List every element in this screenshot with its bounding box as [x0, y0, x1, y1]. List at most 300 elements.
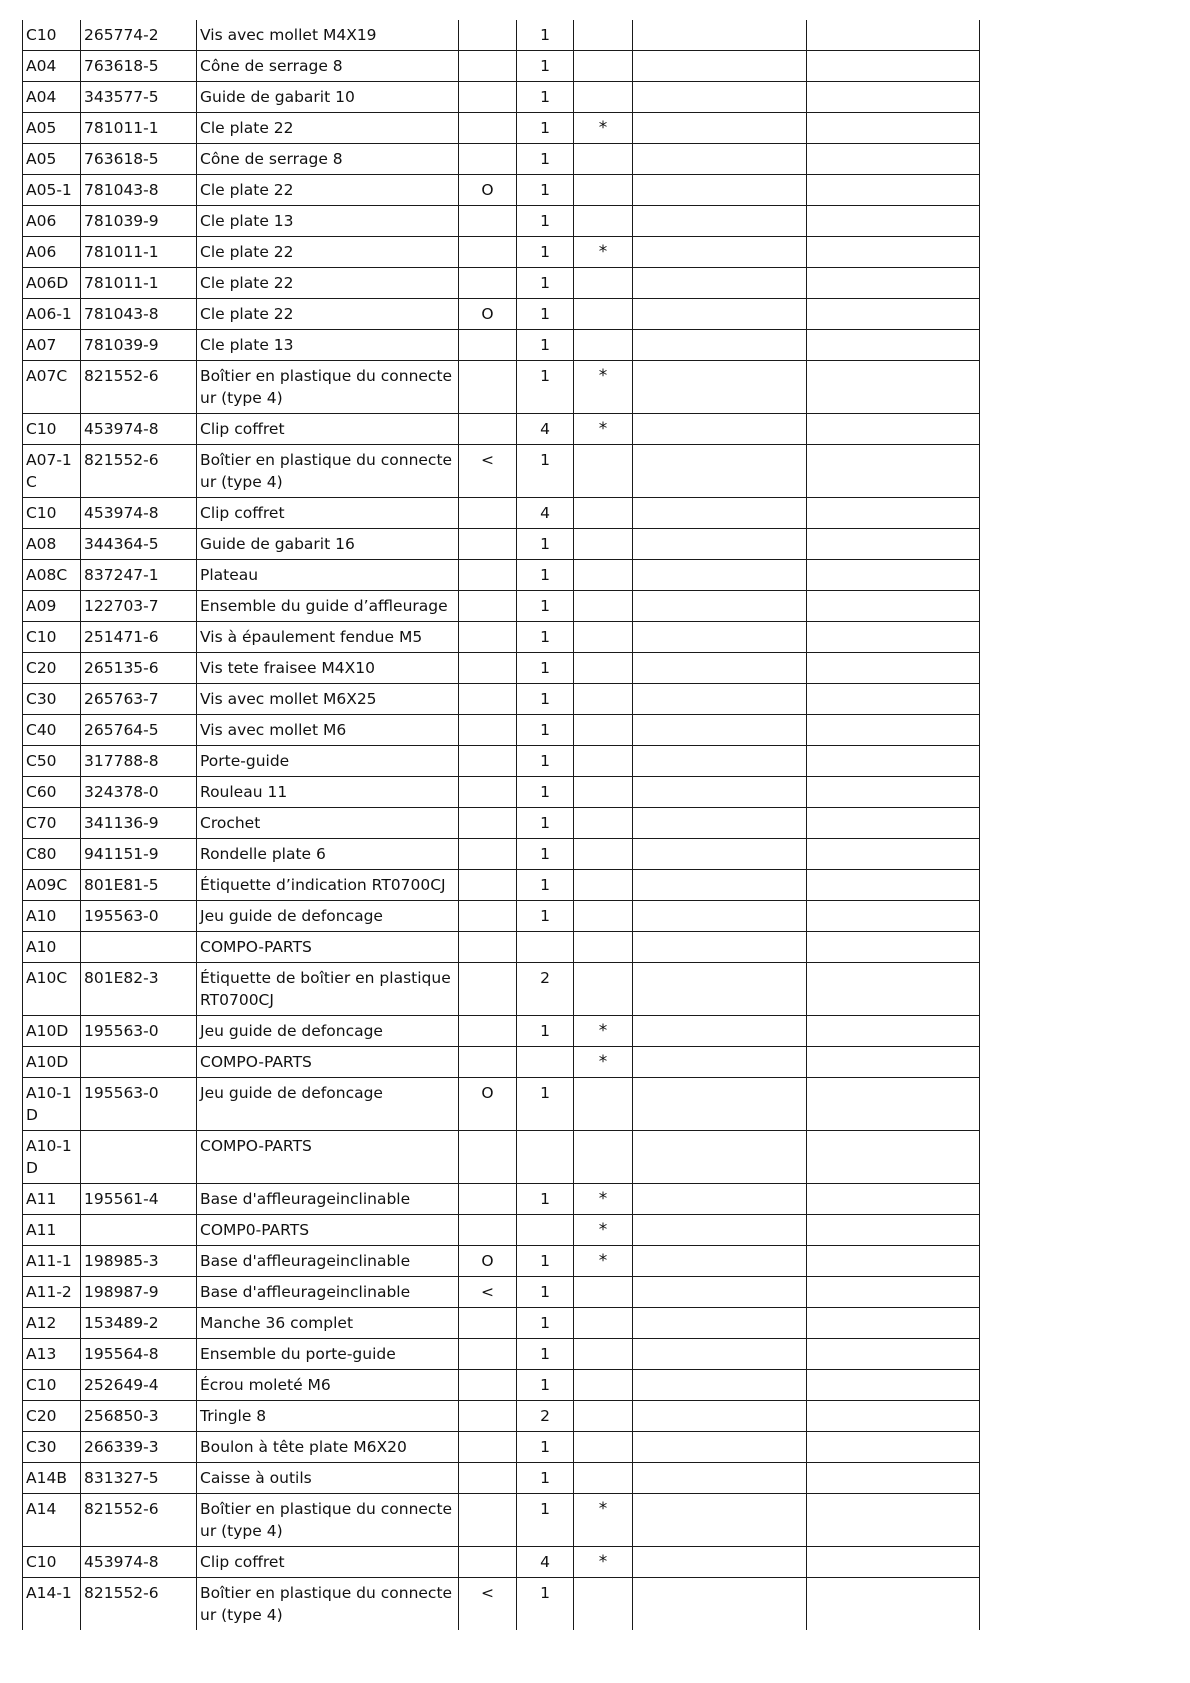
part-number-cell: 941151-9 — [81, 839, 197, 870]
item-cell: C30 — [23, 1432, 81, 1463]
mark-cell — [459, 498, 517, 529]
mark-cell — [459, 1184, 517, 1215]
quantity-cell: 1 — [517, 206, 574, 237]
quantity-cell: 1 — [517, 529, 574, 560]
mark-cell — [459, 1047, 517, 1078]
item-cell: A09 — [23, 591, 81, 622]
item-cell: A06-1 — [23, 299, 81, 330]
blank-cell — [807, 529, 980, 560]
mark-cell — [459, 746, 517, 777]
table-row — [23, 1016, 980, 1047]
description-cell: Base d'affleurageinclinable — [197, 1184, 459, 1215]
table-row — [23, 777, 980, 808]
quantity-cell: 1 — [517, 237, 574, 268]
quantity-cell: 1 — [517, 746, 574, 777]
blank-cell — [807, 746, 980, 777]
part-number-cell: 781043-8 — [81, 299, 197, 330]
mark-cell: < — [459, 1277, 517, 1308]
item-cell: A07-1C — [23, 445, 81, 498]
blank-cell — [807, 839, 980, 870]
blank-cell — [633, 1308, 807, 1339]
part-number-cell: 781043-8 — [81, 175, 197, 206]
description-cell: Cône de serrage 8 — [197, 51, 459, 82]
item-cell: C10 — [23, 20, 81, 51]
item-cell: A10 — [23, 901, 81, 932]
item-cell: C10 — [23, 414, 81, 445]
blank-cell — [807, 175, 980, 206]
table-row — [23, 237, 980, 268]
mark-cell: O — [459, 299, 517, 330]
flag-cell — [574, 746, 633, 777]
part-number-cell: 251471-6 — [81, 622, 197, 653]
blank-cell — [633, 1215, 807, 1246]
description-cell: Rondelle plate 6 — [197, 839, 459, 870]
blank-cell — [807, 445, 980, 498]
mark-cell: O — [459, 175, 517, 206]
part-number-cell: 781039-9 — [81, 206, 197, 237]
description-cell: Boîtier en plastique du connecteur (type 4) — [197, 361, 459, 414]
flag-cell — [574, 591, 633, 622]
item-cell: A14 — [23, 1494, 81, 1547]
part-number-cell: 265774-2 — [81, 20, 197, 51]
description-cell: Cle plate 22 — [197, 268, 459, 299]
table-row — [23, 653, 980, 684]
flag-cell — [574, 144, 633, 175]
description-cell: Boîtier en plastique du connecteur (type 4) — [197, 445, 459, 498]
blank-cell — [807, 1277, 980, 1308]
item-cell: A12 — [23, 1308, 81, 1339]
flag-cell — [574, 268, 633, 299]
part-number-cell: 837247-1 — [81, 560, 197, 591]
description-cell: Guide de gabarit 10 — [197, 82, 459, 113]
blank-cell — [807, 1016, 980, 1047]
item-cell: C20 — [23, 1401, 81, 1432]
flag-cell — [574, 777, 633, 808]
quantity-cell: 2 — [517, 1401, 574, 1432]
part-number-cell: 195563-0 — [81, 1078, 197, 1131]
mark-cell: < — [459, 1578, 517, 1631]
mark-cell — [459, 777, 517, 808]
flag-cell — [574, 299, 633, 330]
description-cell: Vis avec mollet M6 — [197, 715, 459, 746]
blank-cell — [807, 901, 980, 932]
blank-cell — [633, 1463, 807, 1494]
quantity-cell: 1 — [517, 1370, 574, 1401]
quantity-cell: 1 — [517, 808, 574, 839]
table-row — [23, 870, 980, 901]
part-number-cell: 763618-5 — [81, 51, 197, 82]
quantity-cell: 1 — [517, 653, 574, 684]
flag-cell — [574, 498, 633, 529]
blank-cell — [633, 51, 807, 82]
flag-cell — [574, 206, 633, 237]
blank-cell — [633, 808, 807, 839]
flag-cell: * — [574, 1547, 633, 1578]
description-cell: Crochet — [197, 808, 459, 839]
mark-cell — [459, 1547, 517, 1578]
flag-cell: * — [574, 1016, 633, 1047]
blank-cell — [807, 622, 980, 653]
table-row — [23, 1078, 980, 1131]
description-cell: Clip coffret — [197, 414, 459, 445]
table-row — [23, 1370, 980, 1401]
part-number-cell: 256850-3 — [81, 1401, 197, 1432]
blank-cell — [633, 498, 807, 529]
flag-cell: * — [574, 113, 633, 144]
quantity-cell: 1 — [517, 1339, 574, 1370]
blank-cell — [807, 932, 980, 963]
mark-cell — [459, 560, 517, 591]
quantity-cell — [517, 932, 574, 963]
table-row — [23, 1339, 980, 1370]
flag-cell: * — [574, 1184, 633, 1215]
flag-cell — [574, 51, 633, 82]
quantity-cell: 1 — [517, 20, 574, 51]
blank-cell — [633, 361, 807, 414]
blank-cell — [807, 684, 980, 715]
mark-cell — [459, 51, 517, 82]
item-cell: C10 — [23, 1547, 81, 1578]
table-row — [23, 901, 980, 932]
table-row — [23, 113, 980, 144]
quantity-cell: 1 — [517, 299, 574, 330]
blank-cell — [633, 1047, 807, 1078]
blank-cell — [807, 414, 980, 445]
quantity-cell: 4 — [517, 414, 574, 445]
flag-cell: * — [574, 1494, 633, 1547]
mark-cell: O — [459, 1246, 517, 1277]
description-cell: Boîtier en plastique du connecteur (type 4) — [197, 1494, 459, 1547]
part-number-cell: 317788-8 — [81, 746, 197, 777]
blank-cell — [807, 20, 980, 51]
mark-cell — [459, 268, 517, 299]
blank-cell — [633, 113, 807, 144]
mark-cell — [459, 361, 517, 414]
quantity-cell — [517, 1131, 574, 1184]
mark-cell — [459, 1494, 517, 1547]
part-number-cell: 763618-5 — [81, 144, 197, 175]
blank-cell — [633, 1494, 807, 1547]
part-number-cell: 781039-9 — [81, 330, 197, 361]
blank-cell — [807, 560, 980, 591]
table-row — [23, 1547, 980, 1578]
blank-cell — [633, 20, 807, 51]
part-number-cell: 801E81-5 — [81, 870, 197, 901]
description-cell: COMPO-PARTS — [197, 1131, 459, 1184]
quantity-cell: 1 — [517, 1494, 574, 1547]
blank-cell — [807, 206, 980, 237]
mark-cell — [459, 1432, 517, 1463]
item-cell: A10C — [23, 963, 81, 1016]
flag-cell — [574, 175, 633, 206]
part-number-cell — [81, 1131, 197, 1184]
blank-cell — [807, 870, 980, 901]
part-number-cell: 195564-8 — [81, 1339, 197, 1370]
part-number-cell: 453974-8 — [81, 1547, 197, 1578]
mark-cell — [459, 839, 517, 870]
flag-cell — [574, 963, 633, 1016]
part-number-cell: 821552-6 — [81, 1578, 197, 1631]
description-cell: Cle plate 22 — [197, 113, 459, 144]
item-cell: C30 — [23, 684, 81, 715]
part-number-cell: 265135-6 — [81, 653, 197, 684]
table-row — [23, 1184, 980, 1215]
quantity-cell: 1 — [517, 591, 574, 622]
part-number-cell: 453974-8 — [81, 498, 197, 529]
blank-cell — [807, 1463, 980, 1494]
parts-table-body — [23, 20, 980, 1630]
part-number-cell: 122703-7 — [81, 591, 197, 622]
description-cell: Cle plate 13 — [197, 330, 459, 361]
blank-cell — [807, 1047, 980, 1078]
part-number-cell: 801E82-3 — [81, 963, 197, 1016]
flag-cell: * — [574, 1047, 633, 1078]
part-number-cell: 198987-9 — [81, 1277, 197, 1308]
quantity-cell: 4 — [517, 1547, 574, 1578]
table-row — [23, 175, 980, 206]
mark-cell — [459, 1016, 517, 1047]
blank-cell — [807, 1184, 980, 1215]
item-cell: A09C — [23, 870, 81, 901]
part-number-cell: 265763-7 — [81, 684, 197, 715]
mark-cell — [459, 113, 517, 144]
part-number-cell: 153489-2 — [81, 1308, 197, 1339]
mark-cell — [459, 715, 517, 746]
blank-cell — [633, 1401, 807, 1432]
blank-cell — [633, 529, 807, 560]
blank-cell — [633, 1432, 807, 1463]
quantity-cell: 1 — [517, 268, 574, 299]
blank-cell — [633, 901, 807, 932]
blank-cell — [807, 299, 980, 330]
table-row — [23, 206, 980, 237]
quantity-cell: 1 — [517, 560, 574, 591]
table-row — [23, 560, 980, 591]
blank-cell — [807, 113, 980, 144]
item-cell: A05 — [23, 144, 81, 175]
item-cell: A06 — [23, 206, 81, 237]
table-row — [23, 715, 980, 746]
description-cell: Caisse à outils — [197, 1463, 459, 1494]
item-cell: C10 — [23, 1370, 81, 1401]
item-cell: A06D — [23, 268, 81, 299]
quantity-cell — [517, 1215, 574, 1246]
part-number-cell — [81, 932, 197, 963]
quantity-cell: 1 — [517, 82, 574, 113]
part-number-cell: 453974-8 — [81, 414, 197, 445]
mark-cell — [459, 1401, 517, 1432]
quantity-cell: 4 — [517, 498, 574, 529]
flag-cell: * — [574, 414, 633, 445]
item-cell: C10 — [23, 622, 81, 653]
part-number-cell: 821552-6 — [81, 361, 197, 414]
mark-cell — [459, 82, 517, 113]
blank-cell — [807, 1131, 980, 1184]
flag-cell: * — [574, 1246, 633, 1277]
item-cell: A04 — [23, 51, 81, 82]
blank-cell — [633, 715, 807, 746]
flag-cell — [574, 529, 633, 560]
description-cell: Tringle 8 — [197, 1401, 459, 1432]
quantity-cell: 1 — [517, 684, 574, 715]
item-cell: A10 — [23, 932, 81, 963]
description-cell: Cle plate 13 — [197, 206, 459, 237]
blank-cell — [807, 361, 980, 414]
part-number-cell — [81, 1047, 197, 1078]
blank-cell — [633, 932, 807, 963]
description-cell: Cle plate 22 — [197, 237, 459, 268]
quantity-cell: 1 — [517, 839, 574, 870]
description-cell: Étiquette de boîtier en plastique RT0700CJ — [197, 963, 459, 1016]
mark-cell — [459, 653, 517, 684]
blank-cell — [807, 1370, 980, 1401]
blank-cell — [633, 684, 807, 715]
quantity-cell: 1 — [517, 1463, 574, 1494]
table-row — [23, 1432, 980, 1463]
description-cell: Boîtier en plastique du connecteur (type 4) — [197, 1578, 459, 1631]
description-cell: Base d'affleurageinclinable — [197, 1277, 459, 1308]
quantity-cell: 1 — [517, 1016, 574, 1047]
item-cell: A05-1 — [23, 175, 81, 206]
blank-cell — [633, 1246, 807, 1277]
item-cell: A10-1D — [23, 1078, 81, 1131]
flag-cell — [574, 1463, 633, 1494]
quantity-cell: 1 — [517, 113, 574, 144]
item-cell: A05 — [23, 113, 81, 144]
description-cell: Manche 36 complet — [197, 1308, 459, 1339]
mark-cell — [459, 1131, 517, 1184]
flag-cell — [574, 1578, 633, 1631]
item-cell: C40 — [23, 715, 81, 746]
blank-cell — [633, 414, 807, 445]
flag-cell — [574, 622, 633, 653]
part-number-cell: 341136-9 — [81, 808, 197, 839]
flag-cell — [574, 1401, 633, 1432]
item-cell: A11-1 — [23, 1246, 81, 1277]
table-row — [23, 1308, 980, 1339]
flag-cell — [574, 1277, 633, 1308]
table-row — [23, 414, 980, 445]
table-row — [23, 1578, 980, 1631]
mark-cell — [459, 20, 517, 51]
table-row — [23, 445, 980, 498]
blank-cell — [633, 1370, 807, 1401]
mark-cell — [459, 932, 517, 963]
blank-cell — [633, 299, 807, 330]
blank-cell — [633, 1131, 807, 1184]
flag-cell — [574, 1432, 633, 1463]
description-cell: Jeu guide de defoncage — [197, 1016, 459, 1047]
part-number-cell: 198985-3 — [81, 1246, 197, 1277]
blank-cell — [807, 330, 980, 361]
blank-cell — [633, 746, 807, 777]
part-number-cell: 266339-3 — [81, 1432, 197, 1463]
mark-cell — [459, 529, 517, 560]
item-cell: A10D — [23, 1016, 81, 1047]
description-cell: Porte-guide — [197, 746, 459, 777]
flag-cell: * — [574, 1215, 633, 1246]
mark-cell — [459, 870, 517, 901]
item-cell: C80 — [23, 839, 81, 870]
mark-cell — [459, 1463, 517, 1494]
blank-cell — [807, 237, 980, 268]
part-number-cell: 781011-1 — [81, 268, 197, 299]
table-row — [23, 529, 980, 560]
item-cell: A06 — [23, 237, 81, 268]
blank-cell — [807, 1578, 980, 1631]
flag-cell: * — [574, 237, 633, 268]
mark-cell — [459, 622, 517, 653]
blank-cell — [633, 237, 807, 268]
item-cell: C20 — [23, 653, 81, 684]
part-number-cell: 265764-5 — [81, 715, 197, 746]
part-number-cell — [81, 1215, 197, 1246]
description-cell: Vis avec mollet M6X25 — [197, 684, 459, 715]
blank-cell — [807, 653, 980, 684]
blank-cell — [807, 777, 980, 808]
description-cell: Vis à épaulement fendue M5 — [197, 622, 459, 653]
quantity-cell: 1 — [517, 715, 574, 746]
item-cell: A10-1D — [23, 1131, 81, 1184]
blank-cell — [633, 1578, 807, 1631]
blank-cell — [807, 1246, 980, 1277]
table-row — [23, 746, 980, 777]
mark-cell — [459, 414, 517, 445]
description-cell: Vis avec mollet M4X19 — [197, 20, 459, 51]
table-row — [23, 330, 980, 361]
quantity-cell: 1 — [517, 361, 574, 414]
mark-cell — [459, 144, 517, 175]
flag-cell — [574, 1078, 633, 1131]
blank-cell — [633, 1339, 807, 1370]
blank-cell — [807, 715, 980, 746]
flag-cell — [574, 1370, 633, 1401]
quantity-cell: 1 — [517, 870, 574, 901]
table-row — [23, 1401, 980, 1432]
blank-cell — [807, 144, 980, 175]
part-number-cell: 324378-0 — [81, 777, 197, 808]
quantity-cell: 1 — [517, 1308, 574, 1339]
blank-cell — [807, 268, 980, 299]
blank-cell — [807, 1547, 980, 1578]
flag-cell — [574, 684, 633, 715]
quantity-cell: 1 — [517, 51, 574, 82]
table-row — [23, 268, 980, 299]
flag-cell — [574, 808, 633, 839]
parts-table — [22, 20, 980, 1630]
blank-cell — [807, 1215, 980, 1246]
part-number-cell: 195561-4 — [81, 1184, 197, 1215]
part-number-cell: 781011-1 — [81, 113, 197, 144]
description-cell: Cle plate 22 — [197, 299, 459, 330]
mark-cell — [459, 808, 517, 839]
parts-list-page — [22, 20, 979, 1630]
blank-cell — [633, 963, 807, 1016]
flag-cell — [574, 1339, 633, 1370]
description-cell: Rouleau 11 — [197, 777, 459, 808]
blank-cell — [633, 591, 807, 622]
blank-cell — [633, 870, 807, 901]
mark-cell — [459, 684, 517, 715]
quantity-cell: 1 — [517, 1246, 574, 1277]
blank-cell — [807, 51, 980, 82]
blank-cell — [633, 206, 807, 237]
blank-cell — [633, 82, 807, 113]
blank-cell — [633, 839, 807, 870]
description-cell: Base d'affleurageinclinable — [197, 1246, 459, 1277]
description-cell: Cône de serrage 8 — [197, 144, 459, 175]
table-row — [23, 684, 980, 715]
